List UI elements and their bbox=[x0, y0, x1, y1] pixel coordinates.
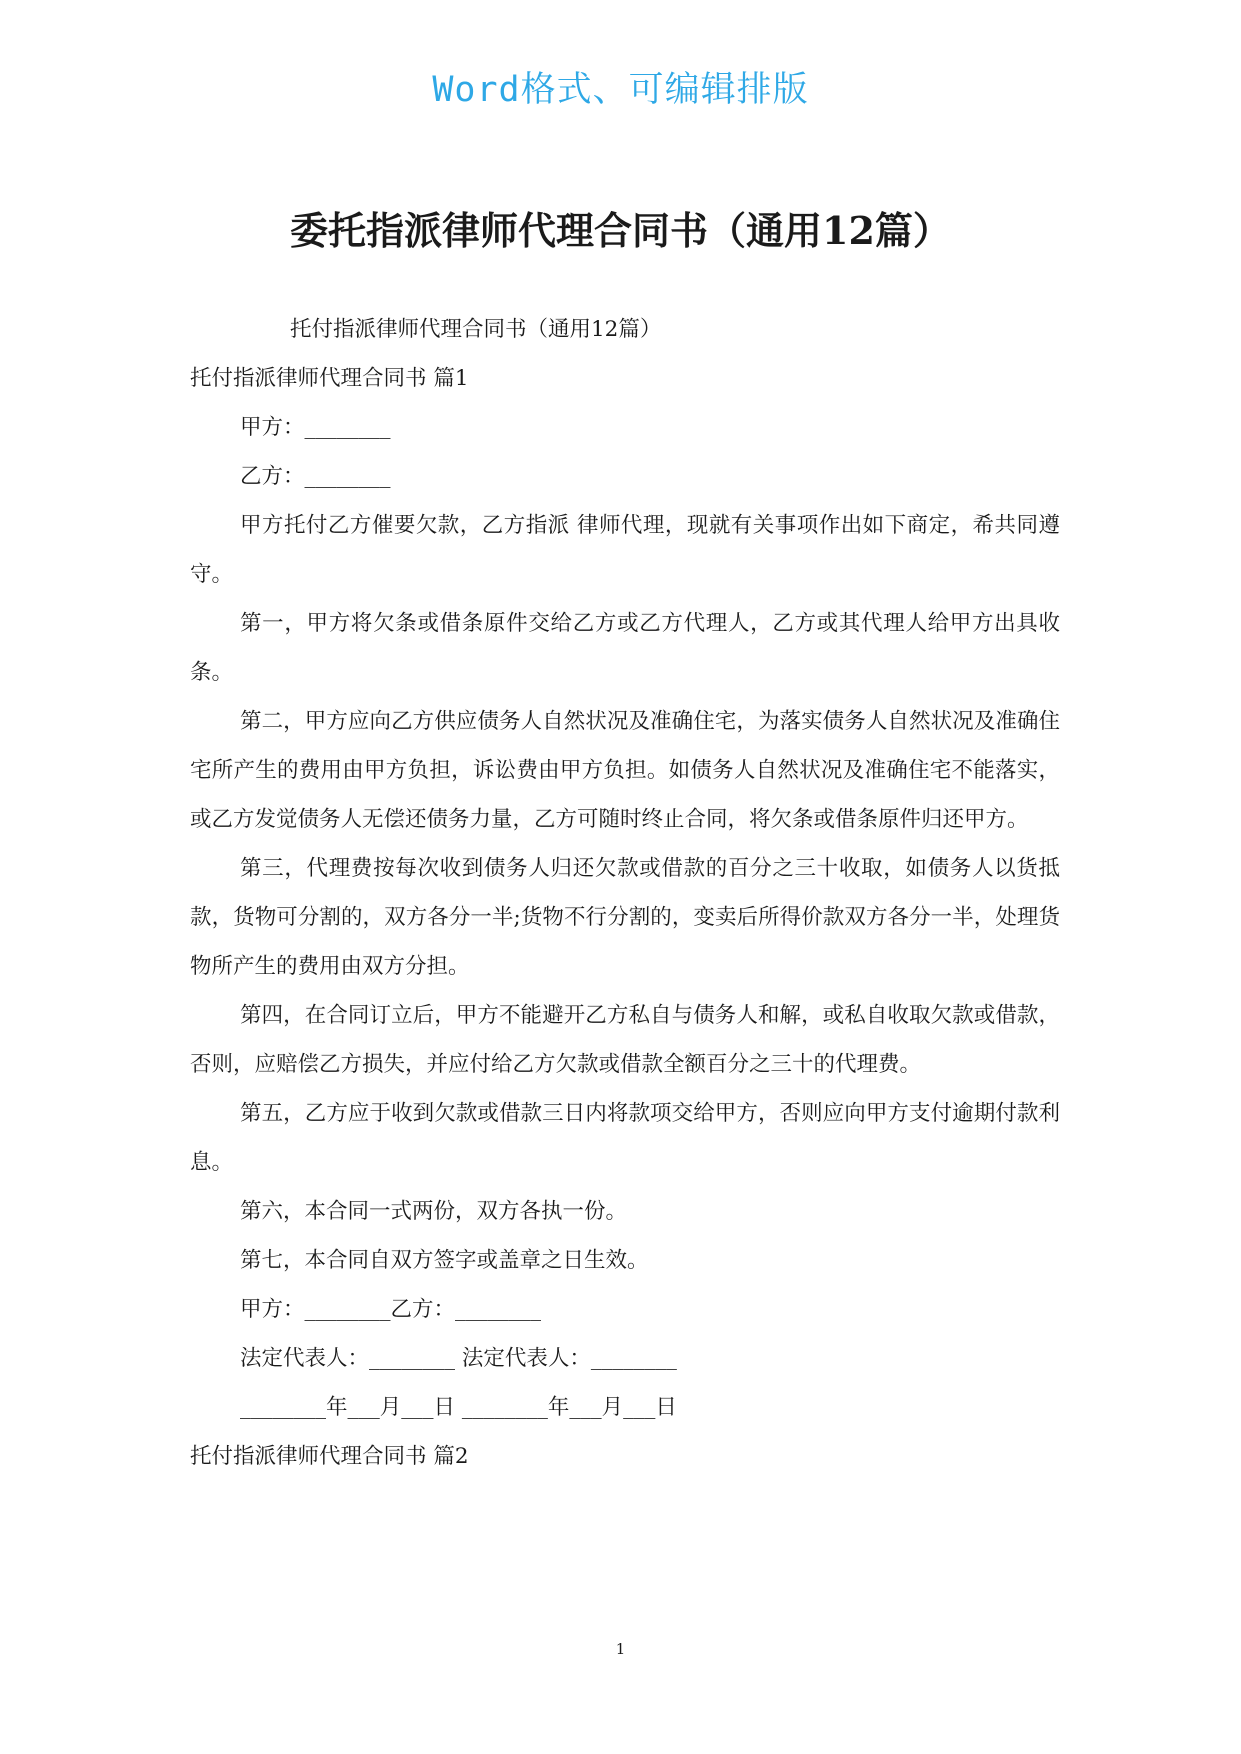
document-subtitle: 托付指派律师代理合同书（通用12篇） bbox=[290, 317, 662, 342]
clause-1: 第一，甲方将欠条或借条原件交给乙方或乙方代理人，乙方或其代理人给甲方出具收条。 bbox=[190, 611, 1060, 685]
page-number: 1 bbox=[615, 1640, 626, 1658]
party-a-line: 甲方：________ bbox=[240, 415, 391, 440]
signature-parties-line: 甲方：________乙方：________ bbox=[240, 1297, 542, 1322]
section-heading-1: 托付指派律师代理合同书 篇1 bbox=[190, 366, 469, 391]
clause-4: 第四，在合同订立后，甲方不能避开乙方私自与债务人和解，或私自收取欠款或借款，否则，应赔偿乙方损失，并应付给乙方欠款或借款全额百分之三十的代理费。 bbox=[190, 1003, 1060, 1077]
clause-6: 第六，本合同一式两份，双方各执一份。 bbox=[240, 1199, 628, 1224]
header-banner: Word格式、可编辑排版 bbox=[432, 70, 809, 110]
clause-2: 第二，甲方应向乙方供应债务人自然状况及准确住宅，为落实债务人自然状况及准确住宅所产生的费用由甲方负担，诉讼费由甲方负担。如债务人自然状况及准确住宅不能落实，或乙方发觉债务人无偿还债务力量，乙方可随时终止合同，将欠条或借条原件归还甲方。 bbox=[190, 709, 1060, 832]
party-b-line: 乙方：________ bbox=[240, 464, 391, 489]
document-title: 委托指派律师代理合同书（通用12篇） bbox=[290, 208, 951, 253]
clause-7: 第七，本合同自双方签字或盖章之日生效。 bbox=[240, 1248, 649, 1273]
clause-3: 第三，代理费按每次收到债务人归还欠款或借款的百分之三十收取，如债务人以货抵款，货物可分割的，双方各分一半;货物不行分割的，变卖后所得价款双方各分一半，处理货物所产生的费用由双方分担。 bbox=[190, 856, 1060, 979]
signature-dates-line: ________年___月___日 ________年___月___日 bbox=[240, 1395, 677, 1420]
signature-representatives-line: 法定代表人：________ 法定代表人：________ bbox=[240, 1346, 677, 1371]
section-heading-2: 托付指派律师代理合同书 篇2 bbox=[190, 1444, 469, 1469]
clause-5: 第五，乙方应于收到欠款或借款三日内将款项交给甲方，否则应向甲方支付逾期付款利息。 bbox=[190, 1101, 1060, 1175]
intro-paragraph: 甲方托付乙方催要欠款，乙方指派 律师代理，现就有关事项作出如下商定，希共同遵守。 bbox=[190, 513, 1060, 587]
document-body bbox=[190, 305, 1060, 1481]
